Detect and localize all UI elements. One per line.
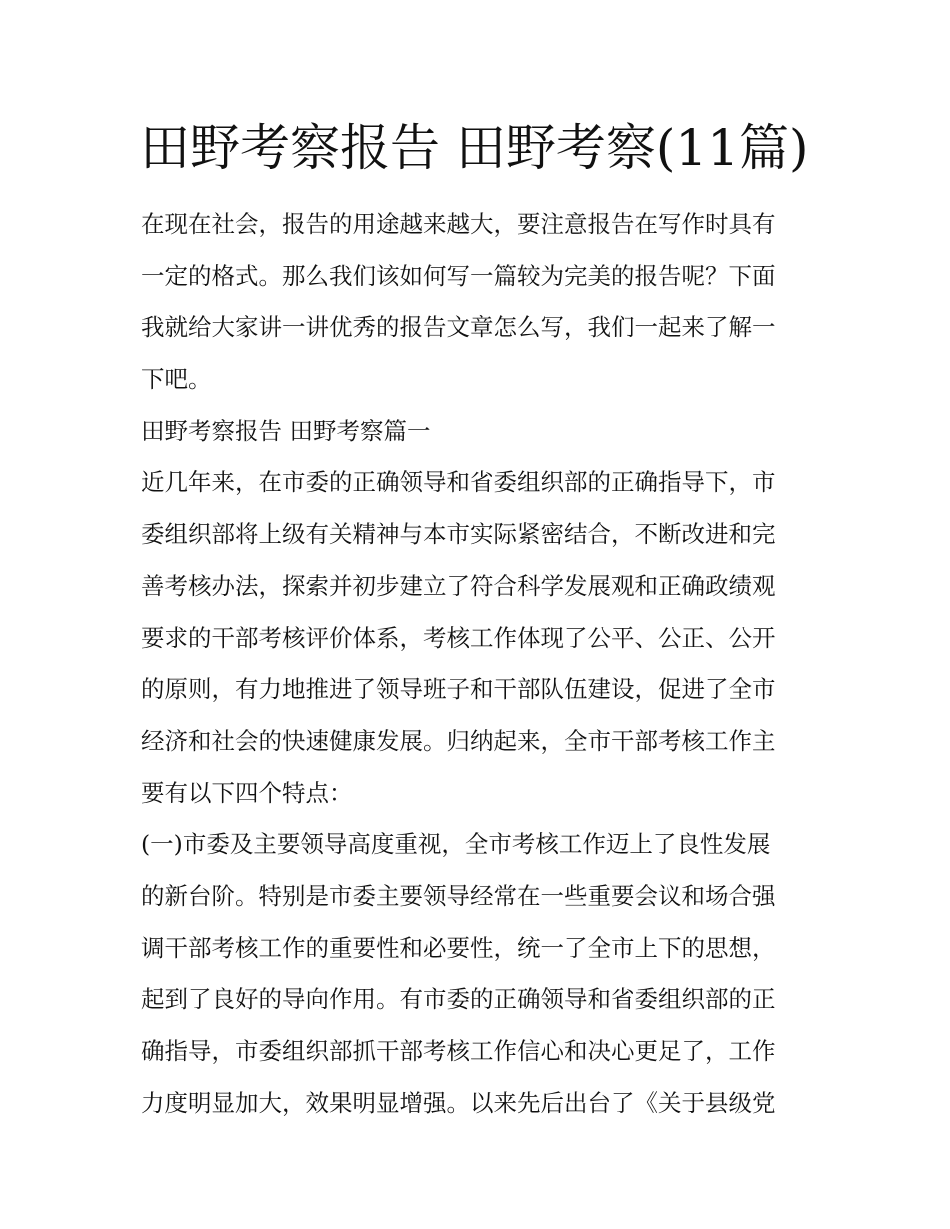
body-line: (一)市委及主要领导高度重视，全市考核工作迈上了良性发展 xyxy=(141,830,771,859)
body-line: 要有以下四个特点： xyxy=(141,778,353,807)
document-body xyxy=(141,199,813,1129)
body-line: 要求的干部考核评价体系，考核工作体现了公平、公正、公开 xyxy=(141,623,776,652)
section-heading: 田野考察报告 田野考察篇一 xyxy=(141,416,431,445)
body-line: 的原则，有力地推进了领导班子和干部队伍建设，促进了全市 xyxy=(141,675,776,704)
body-line: 善考核办法，探索并初步建立了符合科学发展观和正确政绩观 xyxy=(141,571,776,600)
body-line: 我就给大家讲一讲优秀的报告文章怎么写，我们一起来了解一 xyxy=(141,313,776,342)
body-line: 的新台阶。特别是市委主要领导经常在一些重要会议和场合强 xyxy=(141,881,776,910)
body-line: 一定的格式。那么我们该如何写一篇较为完美的报告呢？下面 xyxy=(141,261,776,290)
body-line: 力度明显加大，效果明显增强。以来先后出台了《关于县级党 xyxy=(141,1088,776,1117)
body-line: 近几年来，在市委的正确领导和省委组织部的正确指导下，市 xyxy=(141,468,776,497)
body-line: 起到了良好的导向作用。有市委的正确领导和省委组织部的正 xyxy=(141,985,776,1014)
body-line: 委组织部将上级有关精神与本市实际紧密结合，不断改进和完 xyxy=(141,520,776,549)
body-line: 确指导，市委组织部抓干部考核工作信心和决心更足了，工作 xyxy=(141,1037,776,1065)
body-line: 调干部考核工作的重要性和必要性，统一了全市上下的思想， xyxy=(141,933,776,962)
document-title: 田野考察报告 田野考察(11篇) xyxy=(140,119,809,177)
body-line: 经济和社会的快速健康发展。归纳起来，全市干部考核工作主 xyxy=(141,726,776,755)
body-line: 下吧。 xyxy=(141,365,212,394)
body-line: 在现在社会，报告的用途越来越大，要注意报告在写作时具有 xyxy=(141,210,776,238)
